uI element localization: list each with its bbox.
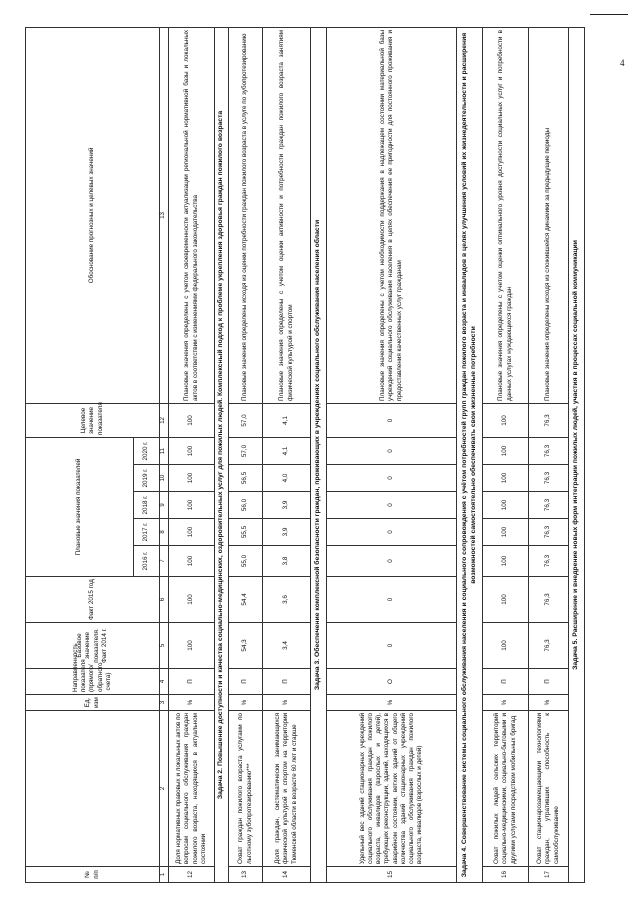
row-value: 76,3 [529,519,569,546]
row-direction: П [529,669,569,695]
row-fact2015: 3,6 [263,577,311,623]
row-target: 76,3 [529,403,569,437]
row-num: 15 [327,867,457,883]
row-value: 100 [169,492,215,519]
colnum: 9 [160,492,169,519]
table-row [169,27,215,882]
header-direction: Направленность показателя (прямого/обратного счета) [26,669,160,695]
header-target: Целевое значение показателя [26,403,160,437]
row-unit: % [327,695,457,711]
row-target: 57,0 [229,403,263,437]
header-planned: Плановые значения показателей [26,437,134,576]
row-fact2015: 54,4 [229,577,263,623]
row-base: 3,4 [263,623,311,669]
row-num: 14 [263,867,311,883]
row-value: 100 [483,437,529,464]
row-value: 76,3 [529,437,569,464]
row-value: 55,5 [229,519,263,546]
row-unit: % [483,695,529,711]
row-value: 0 [327,519,457,546]
colnum: 5 [160,623,169,669]
row-direction: П [229,669,263,695]
row-indicator: Охват пожилых людей сельских территорий социально-медицинскими, социально-бытовыми и другими услугами посредством мобильных бригад [483,711,529,867]
row-indicator: Удельный вес зданий стационарных учреждений социального обслуживания граждан пожилого возраста, инвалидов (взрослых и детей), требующих реконструкции, зданий, находящихся в аварийном состоянии, ветхих зданий от общего количества зданий стационарных учреждений социального обслуживания граждан пожилого возраста, инвалидов (взрослых и детей) [327,711,457,867]
header-justification: Обоснование прогнозных и целевых значений [26,27,160,403]
row-value: 3,8 [263,546,311,577]
table-row [229,27,263,882]
row-base: 54,3 [229,623,263,669]
row-unit: % [263,695,311,711]
colnum: 4 [160,669,169,695]
row-value: 3,9 [263,492,311,519]
row-justification: Плановые значения определены исходя из оценки потребности граждан пожилого возраста в услуге по зубопротезированию [229,27,263,403]
row-value: 76,3 [529,465,569,492]
row-unit: % [169,695,215,711]
row-value: 100 [169,546,215,577]
row-value: 76,3 [529,492,569,519]
colnum: 6 [160,577,169,623]
row-value: 100 [483,465,529,492]
table-row [483,27,529,882]
row-value: 4,0 [263,465,311,492]
table-row [327,27,457,882]
row-num: 12 [169,867,215,883]
table-row [263,27,311,882]
task-5-heading: Задача 5. Расширение и внедрение новых форм интеграции пожилых людей, участия в процессах социальной коммуникации [569,27,585,882]
row-num: 16 [483,867,529,883]
row-indicator: Охват стационарозамещающими технологиями граждан, утративших способность к самообслуживанию [529,711,569,867]
row-value: 100 [169,437,215,464]
row-value: 100 [483,492,529,519]
row-value: 0 [327,465,457,492]
row-value: 55,0 [229,546,263,577]
row-fact2015: 100 [483,577,529,623]
row-value: 0 [327,492,457,519]
row-direction: П [263,669,311,695]
row-base: 76,3 [529,623,569,669]
row-target: 100 [169,403,215,437]
row-fact2015: 76,3 [529,577,569,623]
colnum: 1 [160,867,169,883]
row-justification: Плановые значения определены с учетом необходимости поддержания в надлежащем состоянии материальной базы учреждений социального обслуживания населения в целях обеспечения ее пригодности для постоянного проживания и предоставления качественных услуг гражданам [327,27,457,403]
row-value: 57,0 [229,437,263,464]
colnum: 3 [160,695,169,711]
row-value: 0 [327,437,457,464]
row-unit: % [529,695,569,711]
colnum: 8 [160,519,169,546]
header-unit: Ед. изм [26,695,160,711]
colnum: 13 [160,27,169,403]
year-2019: 2019 г. [134,465,160,492]
colnum: 2 [160,711,169,867]
row-fact2015: 100 [169,577,215,623]
row-value: 100 [483,546,529,577]
row-target: 100 [483,403,529,437]
row-value: 56,0 [229,492,263,519]
row-value: 3,9 [263,519,311,546]
row-justification: Плановые значения определены с учетом оценки оптимального уровня доступности социальных услуг и потребности в данных услугах нуждающихся граждан [483,27,529,403]
row-value: 0 [327,546,457,577]
row-indicator: Доля граждан, систематически занимающихся физической культурой и спортом на территории Тюменской области в возрасте 60 лет и старше [263,711,311,867]
colnum: 10 [160,465,169,492]
row-justification: Плановые значения определены с учетом своевременности актуализации региональной нормативной базы и локальных актов в соответствии с изменениями федерального законодательства [169,27,215,403]
row-indicator: Охват граждан пожилого возраста услугами по льготному зубопротезированию*** [229,711,263,867]
row-value: 100 [483,519,529,546]
header-fact2015: Факт 2015 год [26,577,160,623]
colnum: 12 [160,403,169,437]
row-value: 100 [169,465,215,492]
row-direction: П [169,669,215,695]
row-base: 0 [327,623,457,669]
row-justification: Плановые значения определены с учетом оценки активности и потребности граждан пожилого возраста занятиям физической культурой и спортом [263,27,311,403]
row-unit: % [229,695,263,711]
header-num: № п/п [26,867,160,883]
row-num: 17 [529,867,569,883]
row-direction: П [483,669,529,695]
year-2016: 2016 г. [134,546,160,577]
row-target: 0 [327,403,457,437]
row-indicator: Доля нормативных правовых и локальных актов по вопросам социального обслуживания граждан пожилого возраста, находящихся в актуальном состоянии [169,711,215,867]
row-target: 4,1 [263,403,311,437]
year-2020: 2020 г. [134,437,160,464]
task-2-heading: Задача 2. Повышение доступности и качества социально-медицинских, оздоровительных услуг для пожилых людей. Комплексный подход к проблеме укрепления здоровья граждан пожилого возраста [215,27,229,882]
row-value: 4,1 [263,437,311,464]
colnum: 7 [160,546,169,577]
row-direction: О [327,669,457,695]
header-base: Базовое значение показателя. Факт 2014 г. [26,623,160,669]
row-fact2015: 0 [327,577,457,623]
year-2017: 2017 г. [134,519,160,546]
table-row [529,27,569,882]
row-num: 13 [229,867,263,883]
year-2018: 2018 г. [134,492,160,519]
row-value: 100 [169,519,215,546]
row-justification: Плановые значения определены исходя из сложившейся динамики за предыдущие периоды [529,27,569,403]
task-3-heading: Задача 3. Обеспечение комплексной безопасности граждан, проживающих в учреждениях социального обслуживания населения области [311,27,327,882]
colnum: 11 [160,437,169,464]
row-base: 100 [483,623,529,669]
row-value: 76,3 [529,546,569,577]
header-indicator [26,711,160,867]
indicators-table [25,27,585,883]
page-number: 4 [620,58,625,68]
row-base: 100 [169,623,215,669]
row-value: 56,5 [229,465,263,492]
task-4-heading: Задача 4. Совершенствование системы социального обслуживания населения и социального сопровождения с учётом потребностей групп граждан пожилого возраста и инвалидов в целях улучшения условий их жизнедеятельности и расширения возможностей самостоятельно обеспечивать свои жизненные потребности [457,27,483,882]
